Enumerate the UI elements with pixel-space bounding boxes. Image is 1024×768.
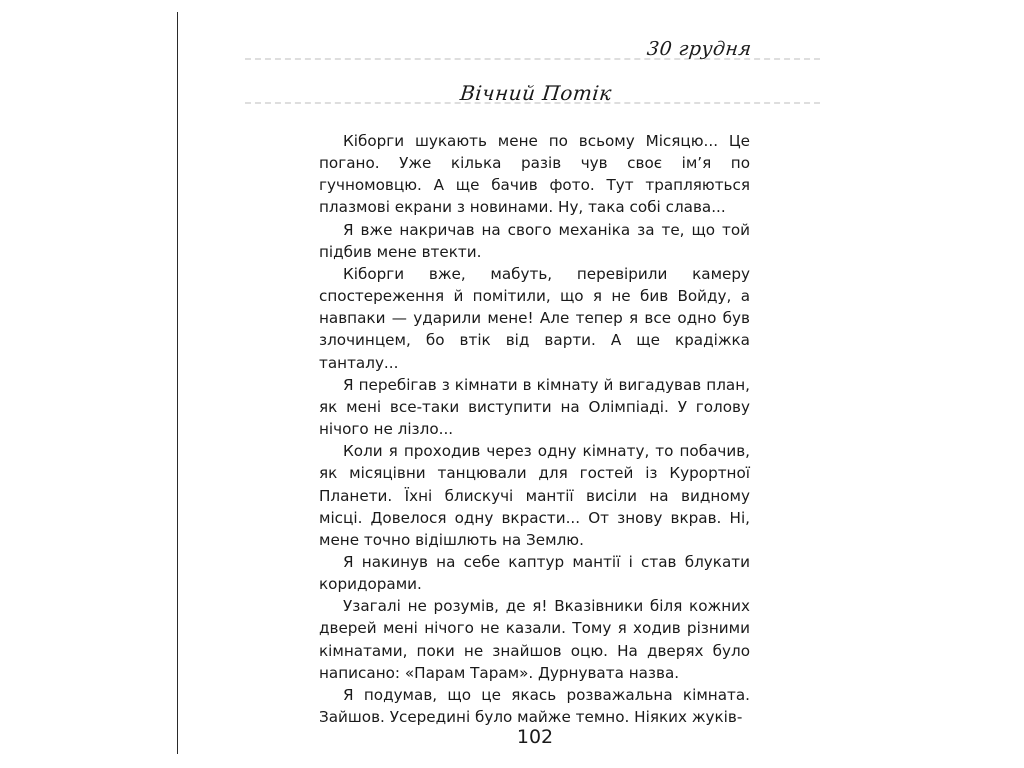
page-number: 102 <box>516 726 554 748</box>
paragraph: Кіборги вже, мабуть, перевірили камеру спостереження й помітили, що я не бив Войду, а навпаки — ударили мене! Але тепер я все одно був злочинцем, бо втік від варти. А ще крадіжка танталу... <box>319 264 750 372</box>
paragraph: Коли я проходив через одну кімнату, то побачив, як місяцівни танцювали для гостей із Курортної Планети. Їхні блискучі мантії висіли на видному місці. Довелося одну вкрасти... От знову вкрав. Ні, мене точно відішлють на Землю. <box>319 442 750 549</box>
body-text <box>319 130 750 728</box>
paragraph: Я накинув на себе каптур мантії і став блукати коридорами. <box>319 552 750 594</box>
page-gutter-line <box>177 12 178 754</box>
paragraph: Кіборги шукають мене по всьому Місяцю... Це погано. Уже кілька разів чув своє ім’я по гучномовцю. А ще бачив фото. Тут трапляються плазмові екрани з новинами. Ну, така собі слава... <box>319 132 750 217</box>
paragraph: Узагалі не розумів, де я! Вказівники біля кожних дверей мені нічого не казали. Тому я ходив різними кімнатами, поки не знайшов оцю. На дверях було написано: «Парам Тарам». Дурнувата назва. <box>319 597 750 682</box>
paragraph: Я подумав, що це якась розважальна кімната. Зайшов. Усередині було майже темно. Ніяких жуків- <box>319 685 750 727</box>
paragraph: Я перебігав з кімнати в кімнату й вигадував план, як мені все-таки виступити на Олімпіаді. У голову нічого не лізло... <box>319 375 750 439</box>
chapter-title: Вічний Потік <box>458 81 614 105</box>
diary-date: 30 грудня <box>646 38 754 60</box>
paragraph: Я вже накричав на свого механіка за те, що той підбив мене втекти. <box>319 220 750 261</box>
